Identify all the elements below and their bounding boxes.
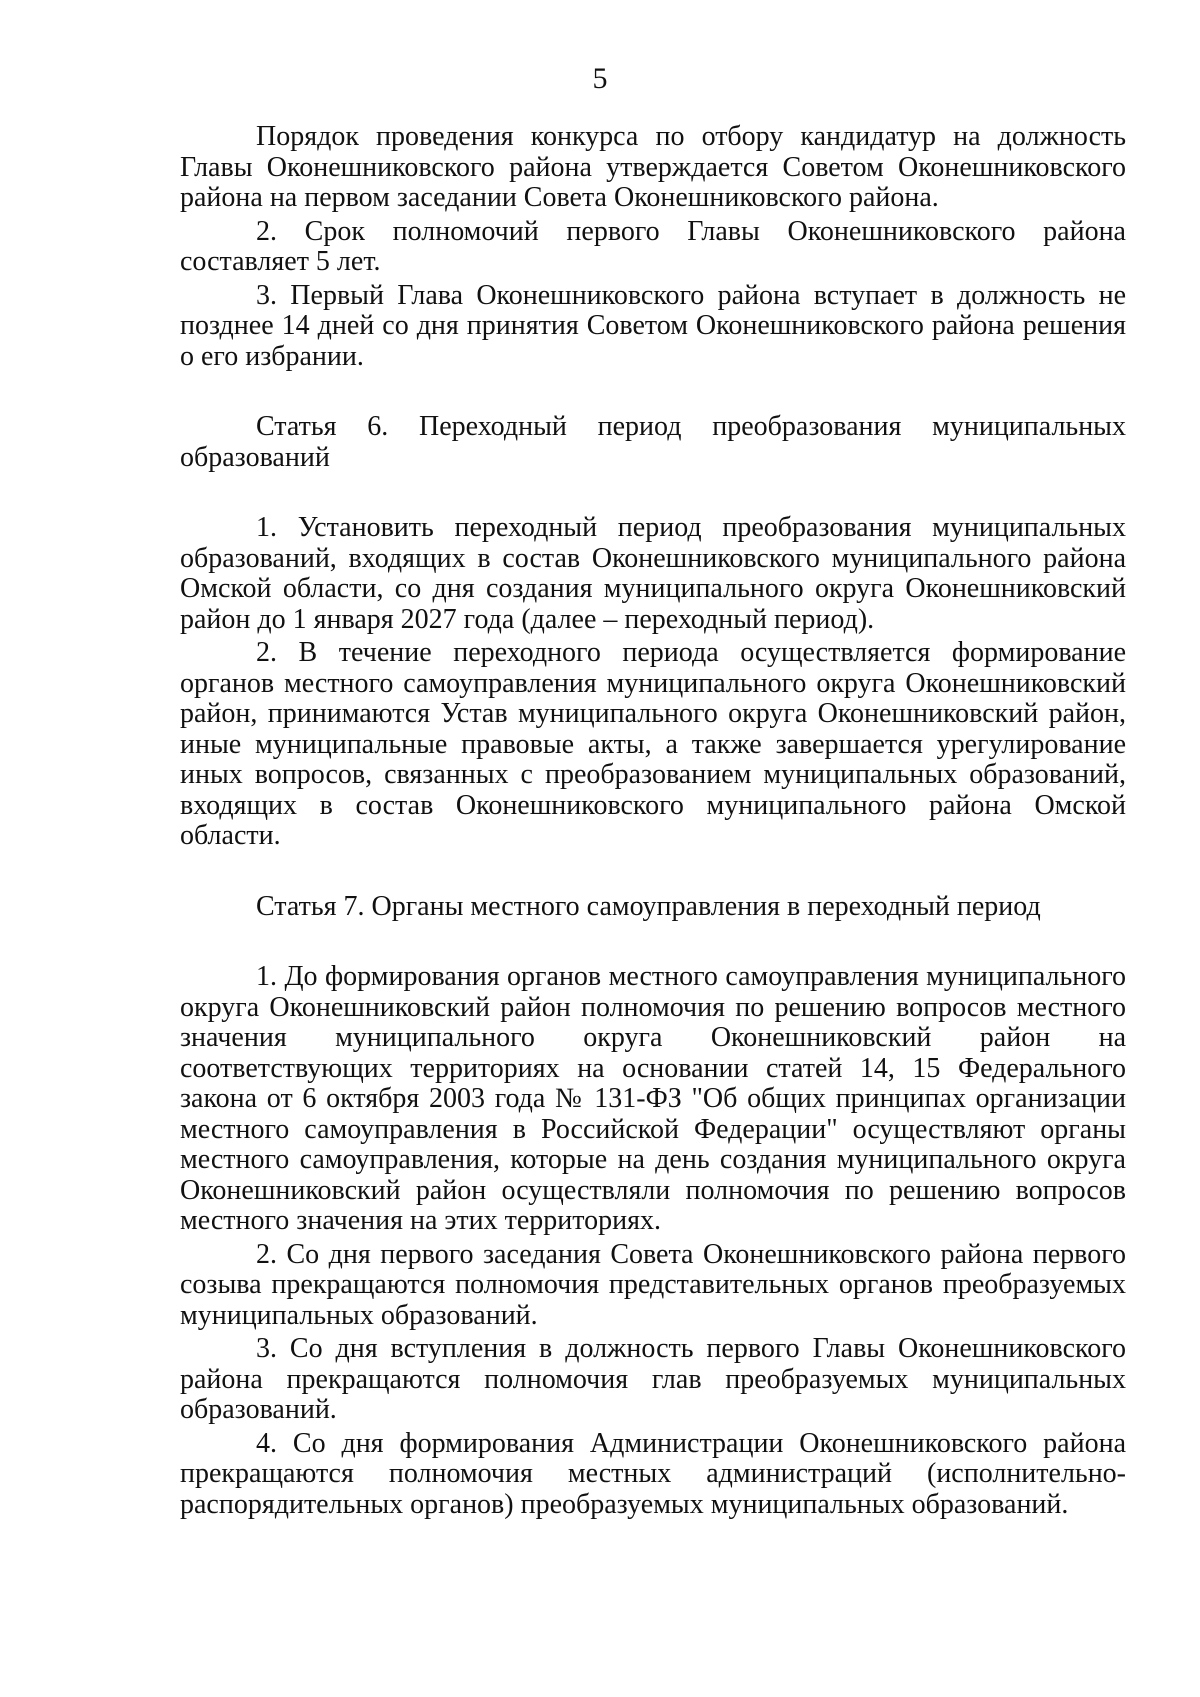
article-7-heading: Статья 7. Органы местного самоуправления в переходный период xyxy=(256,890,1041,922)
intro-paragraph-1: Порядок проведения конкурса по отбору кандидатур на должность Главы Оконешниковского района утверждается Советом Оконешниковского района на первом заседании Совета Оконешниковского района. xyxy=(180,121,1126,213)
article-6-paragraph-2: 2. В течение переходного периода осуществляется формирование органов местного самоуправления муниципального округа Оконешниковский район, принимаются Устав муниципального округа Оконешниковский район, иные муниципальные правовые акты, а также завершается урегулирование иных вопросов, связанных с преобразованием муниципальных образований, входящих в состав Оконешниковского муниципального района Омской области. xyxy=(180,637,1126,851)
intro-paragraph-2: 2. Срок полномочий первого Главы Оконешниковского района составляет 5 лет. xyxy=(180,215,1126,277)
page-number: 5 xyxy=(592,62,608,95)
article-7-paragraph-4: 4. Со дня формирования Администрации Оконешниковского района прекращаются полномочия местных администраций (исполнительно-распорядительных органов) преобразуемых муниципальных образований. xyxy=(180,1427,1126,1520)
article-6-heading: Статья 6. Переходный период преобразования муниципальных образований xyxy=(180,411,1126,473)
document-body xyxy=(180,122,1126,1523)
article-7-paragraph-3: 3. Со дня вступления в должность первого Главы Оконешниковского района прекращаются полномочия глав преобразуемых муниципальных образований. xyxy=(180,1333,1126,1425)
article-7-paragraph-1: 1. До формирования органов местного самоуправления муниципального округа Оконешниковский район полномочия по решению вопросов местного значения муниципального округа Оконешниковский район на соответствующих территориях на основании статей 14, 15 Федерального закона от 6 октября 2003 года № 131-ФЗ "Об общих принципах организации местного самоуправления в Российской Федерации" осуществляют органы местного самоуправления, которые на день создания муниципального округа Оконешниковский район осуществляли полномочия по решению вопросов местного значения на этих территориях. xyxy=(180,961,1126,1236)
article-6-paragraph-1: 1. Установить переходный период преобразования муниципальных образований, входящих в состав Оконешниковского муниципального района Омской области, со дня создания муниципального округа Оконешниковский район до 1 января 2027 года (далее – переходный период). xyxy=(180,512,1126,635)
article-7-paragraph-2: 2. Со дня первого заседания Совета Оконешниковского района первого созыва прекращаются полномочия представительных органов преобразуемых муниципальных образований. xyxy=(180,1238,1126,1331)
intro-paragraph-3: 3. Первый Глава Оконешниковского района вступает в должность не позднее 14 дней со дня принятия Советом Оконешниковского района решения о его избрании. xyxy=(180,279,1126,372)
